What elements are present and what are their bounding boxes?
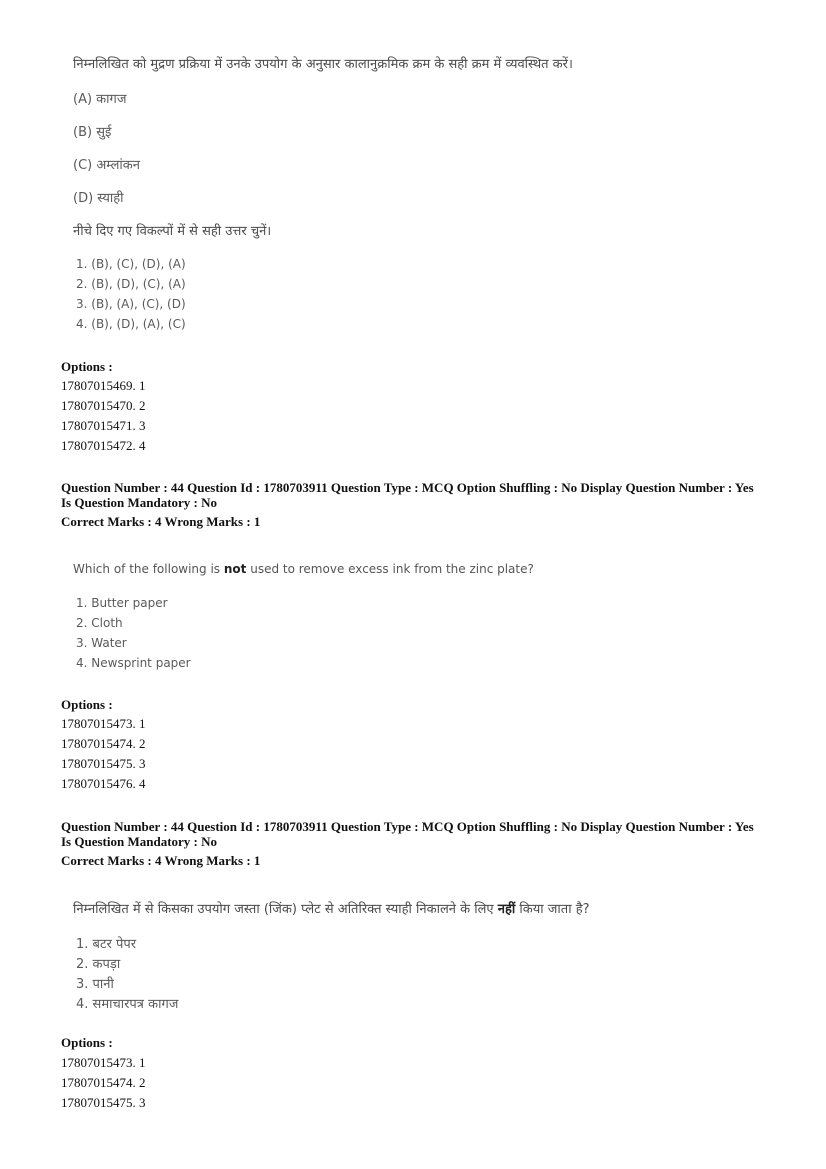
question-text-part: Which of the following is	[73, 562, 224, 576]
choice-3: 3. Water	[76, 636, 127, 650]
item-b: (B) सुई	[73, 125, 112, 140]
choice-3: 3. पानी	[76, 977, 114, 992]
choice-4: 4. समाचारपत्र कागज	[76, 997, 179, 1012]
options-label: Options :	[61, 359, 113, 374]
question-text-part: निम्नलिखित में से किसका उपयोग जस्ता (जिंक) प्लेट से अतिरिक्त स्याही निकालने के लिए	[73, 902, 498, 917]
choice-2: 2. Cloth	[76, 616, 123, 630]
question-meta: Question Number : 44 Question Id : 1780703911 Question Type : MCQ Option Shuffling : No Display Question Number : Yes	[61, 480, 754, 495]
item-d: (D) स्याही	[73, 191, 124, 206]
question-text-part: किया जाता है?	[515, 902, 590, 917]
option-id: 17807015470. 2	[61, 398, 146, 413]
option-id: 17807015472. 4	[61, 438, 146, 453]
question-text-part: used to remove excess ink from the zinc plate?	[246, 562, 534, 576]
question-text-hindi: निम्नलिखित को मुद्रण प्रक्रिया में उनके उपयोग के अनुसार कालानुक्रमिक क्रम के सही क्रम में व्यवस्थित करें।	[73, 57, 573, 72]
instruction-text: नीचे दिए गए विकल्पों में से सही उत्तर चुनें।	[73, 224, 272, 239]
choice-4: 4. (B), (D), (A), (C)	[76, 317, 186, 331]
choice-1: 1. (B), (C), (D), (A)	[76, 257, 186, 271]
options-label: Options :	[61, 697, 113, 712]
option-id: 17807015471. 3	[61, 418, 146, 433]
option-id: 17807015469. 1	[61, 378, 146, 393]
question-marks: Correct Marks : 4 Wrong Marks : 1	[61, 853, 261, 868]
option-id: 17807015473. 1	[61, 716, 146, 731]
option-id: 17807015473. 1	[61, 1055, 146, 1070]
choice-2: 2. कपड़ा	[76, 957, 121, 972]
options-label: Options :	[61, 1035, 113, 1050]
choice-3: 3. (B), (A), (C), (D)	[76, 297, 186, 311]
question-text-english	[73, 562, 534, 576]
option-id: 17807015474. 2	[61, 736, 146, 751]
option-id: 17807015474. 2	[61, 1075, 146, 1090]
question-emphasis: नहीं	[497, 902, 516, 917]
question-meta: Question Number : 44 Question Id : 1780703911 Question Type : MCQ Option Shuffling : No Display Question Number : Yes	[61, 819, 754, 834]
item-c: (C) अम्लांकन	[73, 158, 140, 173]
option-id: 17807015476. 4	[61, 776, 146, 791]
choice-4: 4. Newsprint paper	[76, 656, 191, 670]
option-id: 17807015475. 3	[61, 1095, 146, 1110]
choice-1: 1. बटर पेपर	[76, 937, 137, 952]
question-text-hindi	[73, 899, 590, 917]
choice-2: 2. (B), (D), (C), (A)	[76, 277, 186, 291]
choice-1: 1. Butter paper	[76, 596, 168, 610]
question-emphasis: not	[223, 562, 247, 576]
question-marks: Correct Marks : 4 Wrong Marks : 1	[61, 514, 261, 529]
option-id: 17807015475. 3	[61, 756, 146, 771]
question-mandatory: Is Question Mandatory : No	[61, 495, 218, 510]
question-mandatory: Is Question Mandatory : No	[61, 834, 218, 849]
item-a: (A) कागज	[73, 92, 127, 107]
